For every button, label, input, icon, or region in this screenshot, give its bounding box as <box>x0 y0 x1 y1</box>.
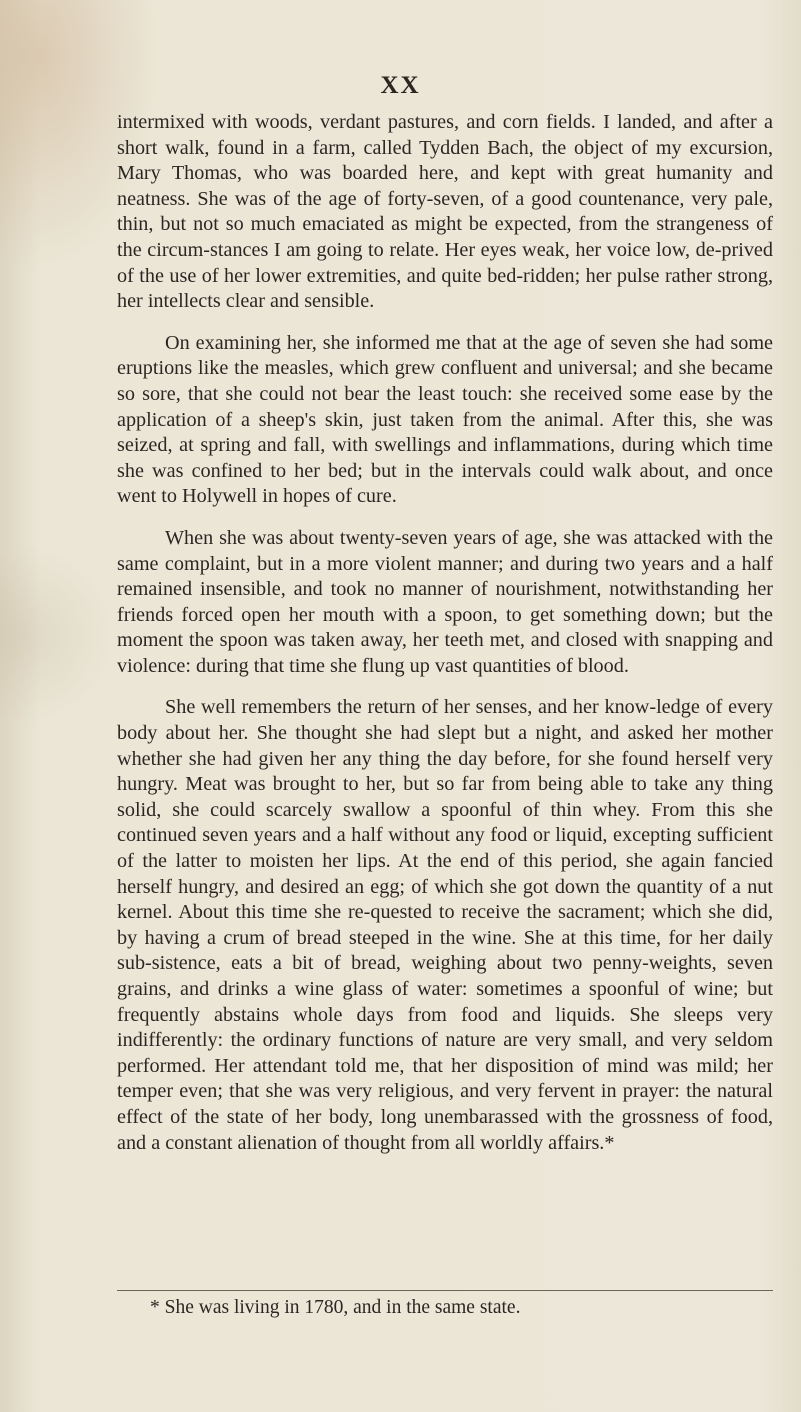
paragraph-1: intermixed with woods, verdant pastures, and corn fields. I landed, and after a short walk, found in a farm, called Tydden Bach, the object of my excursion, Mary Thomas, who was boarded here, and kept with great humanity and neatness. She was of the age of forty-seven, of a good countenance, very pale, thin, but not so much emaciated as might be expected, from the strangeness of the circum-stances I am going to relate. Her eyes weak, her voice low, de-prived of the use of her lower extremities, and quite bed-ridden; her pulse rather strong, her intellects clear and sensible. <box>117 111 773 313</box>
paragraph-4: She well remembers the return of her senses, and her know-ledge of every body about her. She thought she had slept but a night, and asked her mother whether she had given her any thing the day before, for she found herself very hungry. Meat was brought to her, but so far from being able to take any thing solid, she could scarcely swallow a spoonful of thin whey. From this she continued seven years and a half without any food or liquid, excepting sufficient of the latter to moisten her lips. At the end of this period, she again fancied herself hungry, and desired an egg; of which she got down the quantity of a nut kernel. About this time she re-quested to receive the sacrament; which she did, by having a crum of bread steeped in the wine. She at this time, for her daily sub-sistence, eats a bit of bread, weighing about two penny-weights, seven grains, and drinks a wine glass of water: sometimes a spoonful of wine; but frequently abstains whole days from food and liquids. She sleeps very indifferently: the ordinary functions of nature are very small, and very seldom performed. Her attendant told me, that her disposition of mind was mild; her temper even; that she was very religious, and very fervent in prayer: the natural effect of the state of her body, long unembarassed with the grossness of food, and a constant alienation of thought from all worldly affairs.* <box>117 696 773 1154</box>
body-text <box>117 110 773 1172</box>
paragraph-3: When she was about twenty-seven years of age, she was attacked with the same complaint, but in a more violent manner; and during two years and a half remained insensible, and took no manner of nourishment, notwithstanding her friends forced open her mouth with a spoon, to get something down; but the moment the spoon was taken away, her teeth met, and closed with snapping and violence: during that time she flung up vast quantities of blood. <box>117 526 773 677</box>
footnote-divider <box>117 1290 773 1291</box>
footnote: * She was living in 1780, and in the same state. <box>150 1297 521 1318</box>
running-head: XX <box>380 72 421 99</box>
paragraph-2: On examining her, she informed me that at the age of seven she had some eruptions like the measles, which grew confluent and universal; and she became so sore, that she could not bear the least touch: she received some ease by the application of a sheep's skin, just taken from the animal. After this, she was seized, at spring and fall, with swellings and inflammations, during which time she was confined to her bed; but in the intervals could walk about, and once went to Holywell in hopes of cure. <box>117 331 773 508</box>
